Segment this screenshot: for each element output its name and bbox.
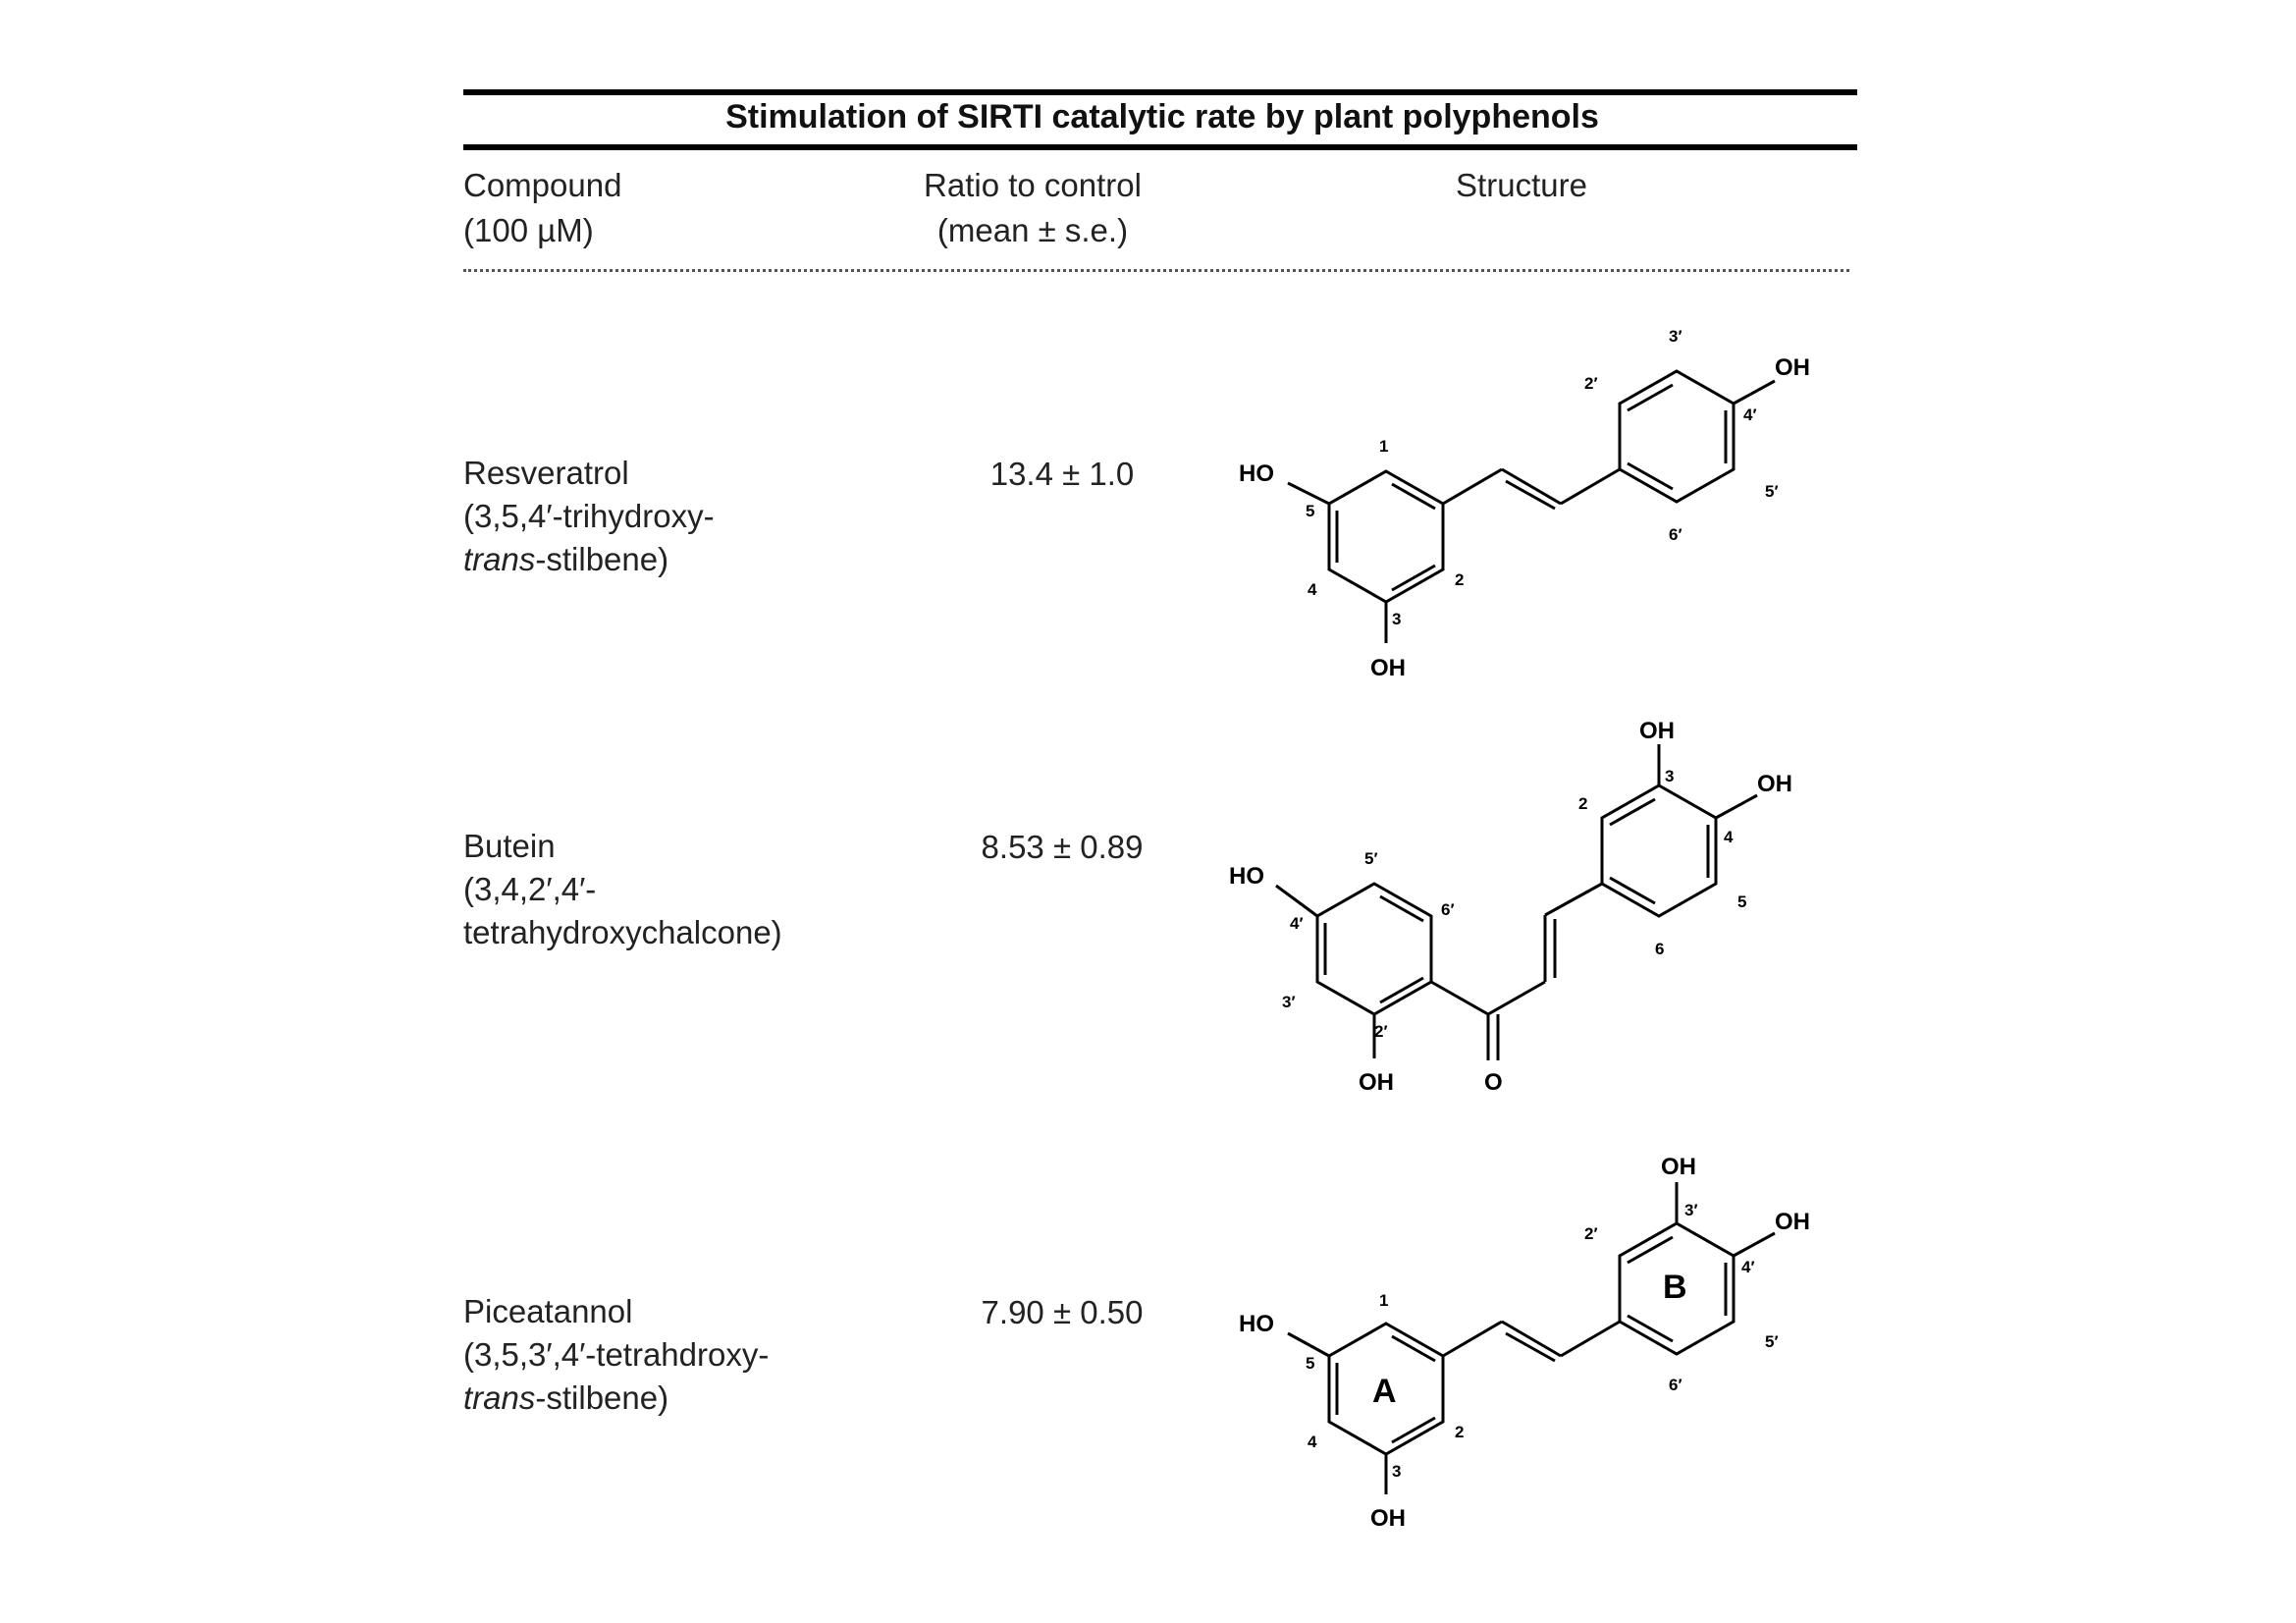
ratio-value-resveratrol: 13.4 ± 1.0	[989, 456, 1135, 492]
position-5-prime: 5′	[1765, 482, 1779, 501]
position-2: 2	[1455, 1423, 1465, 1441]
compound-description-line1: (3,5,4′-trihydroxy-	[463, 498, 715, 534]
oh-4-label: OH	[1757, 771, 1792, 797]
oh-top-label: OH	[1775, 354, 1810, 381]
table-header-rule	[463, 144, 1857, 150]
position-6-prime: 6′	[1441, 900, 1455, 919]
position-4-prime: 4′	[1743, 406, 1757, 424]
position-2: 2	[1455, 570, 1465, 589]
bonds	[1288, 371, 1775, 643]
position-5: 5	[1306, 1354, 1315, 1373]
header-dotted-divider	[463, 269, 1849, 272]
bonds	[1288, 1182, 1775, 1494]
resveratrol-structure-drawing	[1227, 304, 1855, 697]
description-rest: -stilbene)	[535, 541, 669, 577]
oh-2-prime-label: OH	[1359, 1069, 1394, 1096]
ratio-value-butein: 8.53 ± 0.89	[981, 829, 1144, 865]
position-5: 5	[1737, 893, 1747, 911]
position-6-prime: 6′	[1669, 525, 1682, 544]
compound-resveratrol	[463, 452, 715, 581]
ho-label: HO	[1239, 1311, 1274, 1337]
italic-trans: trans	[463, 541, 536, 577]
position-4-prime: 4′	[1290, 914, 1304, 933]
position-4: 4	[1724, 828, 1734, 846]
ratio-value-piceatannol: 7.90 ± 0.50	[981, 1294, 1144, 1330]
ho-label: HO	[1229, 863, 1264, 890]
butein-structure-drawing	[1227, 697, 1855, 1109]
atom-labels	[1229, 718, 1792, 1096]
position-5-prime: 5′	[1765, 1332, 1779, 1351]
position-3: 3	[1392, 1462, 1402, 1481]
compound-description-line1: (3,4,2′,4′-	[463, 871, 597, 907]
table-top-rule	[463, 89, 1857, 95]
header-compound-line2: (100 µM)	[463, 212, 594, 248]
position-1: 1	[1379, 437, 1389, 456]
position-5: 5	[1306, 502, 1315, 520]
header-ratio-line2: (mean ± s.e.)	[936, 212, 1129, 248]
header-ratio-line1: Ratio to control	[924, 167, 1142, 203]
position-4-prime: 4′	[1741, 1258, 1755, 1276]
ring-a-label: A	[1372, 1373, 1397, 1410]
position-2-prime: 2′	[1584, 1224, 1598, 1243]
header-compound	[463, 163, 621, 253]
structure-resveratrol	[1227, 304, 1855, 697]
oh-3-prime-label: OH	[1661, 1154, 1696, 1180]
carbonyl-oxygen-label: O	[1484, 1069, 1503, 1096]
position-4: 4	[1308, 1433, 1317, 1451]
description-rest: -stilbene)	[535, 1380, 669, 1416]
position-3-prime: 3′	[1669, 327, 1682, 346]
structure-butein	[1227, 697, 1855, 1109]
oh-bottom-label: OH	[1370, 1505, 1406, 1532]
header-compound-line1: Compound	[463, 167, 622, 203]
piceatannol-structure-drawing	[1227, 1129, 1855, 1542]
header-structure: Structure	[1456, 167, 1587, 203]
ring-b-label: B	[1663, 1269, 1687, 1306]
oh-4-prime-label: OH	[1775, 1209, 1810, 1235]
compound-description-line2	[463, 1377, 769, 1420]
structure-piceatannol	[1227, 1129, 1855, 1542]
position-4: 4	[1308, 580, 1317, 599]
compound-description-line2: tetrahydroxychalcone)	[463, 914, 782, 950]
atom-labels	[1239, 354, 1810, 681]
ho-label: HO	[1239, 460, 1274, 487]
bonds	[1276, 744, 1757, 1060]
compound-name: Resveratrol	[463, 455, 629, 491]
position-5-prime: 5′	[1364, 849, 1378, 868]
table-title: Stimulation of SIRTI catalytic rate by plant polyphenols	[725, 98, 1599, 135]
italic-trans: trans	[463, 1380, 536, 1416]
position-3: 3	[1665, 767, 1675, 785]
position-6: 6	[1655, 940, 1665, 958]
compound-piceatannol	[463, 1290, 769, 1420]
position-3-prime: 3′	[1282, 993, 1296, 1011]
position-numbers	[1306, 1201, 1779, 1481]
position-6-prime: 6′	[1669, 1376, 1682, 1394]
header-ratio	[866, 163, 1200, 253]
oh-bottom-label: OH	[1370, 655, 1406, 681]
position-2-prime: 2′	[1374, 1022, 1388, 1041]
compound-butein	[463, 825, 782, 954]
compound-name: Piceatannol	[463, 1293, 633, 1329]
position-3: 3	[1392, 610, 1402, 628]
position-3-prime: 3′	[1684, 1201, 1698, 1219]
compound-description-line2	[463, 538, 715, 581]
position-2-prime: 2′	[1584, 374, 1598, 393]
oh-3-label: OH	[1639, 718, 1675, 744]
compound-name: Butein	[463, 828, 556, 864]
position-2: 2	[1578, 794, 1588, 813]
position-1: 1	[1379, 1291, 1389, 1310]
compound-description-line1: (3,5,3′,4′-tetrahdroxy-	[463, 1336, 770, 1373]
